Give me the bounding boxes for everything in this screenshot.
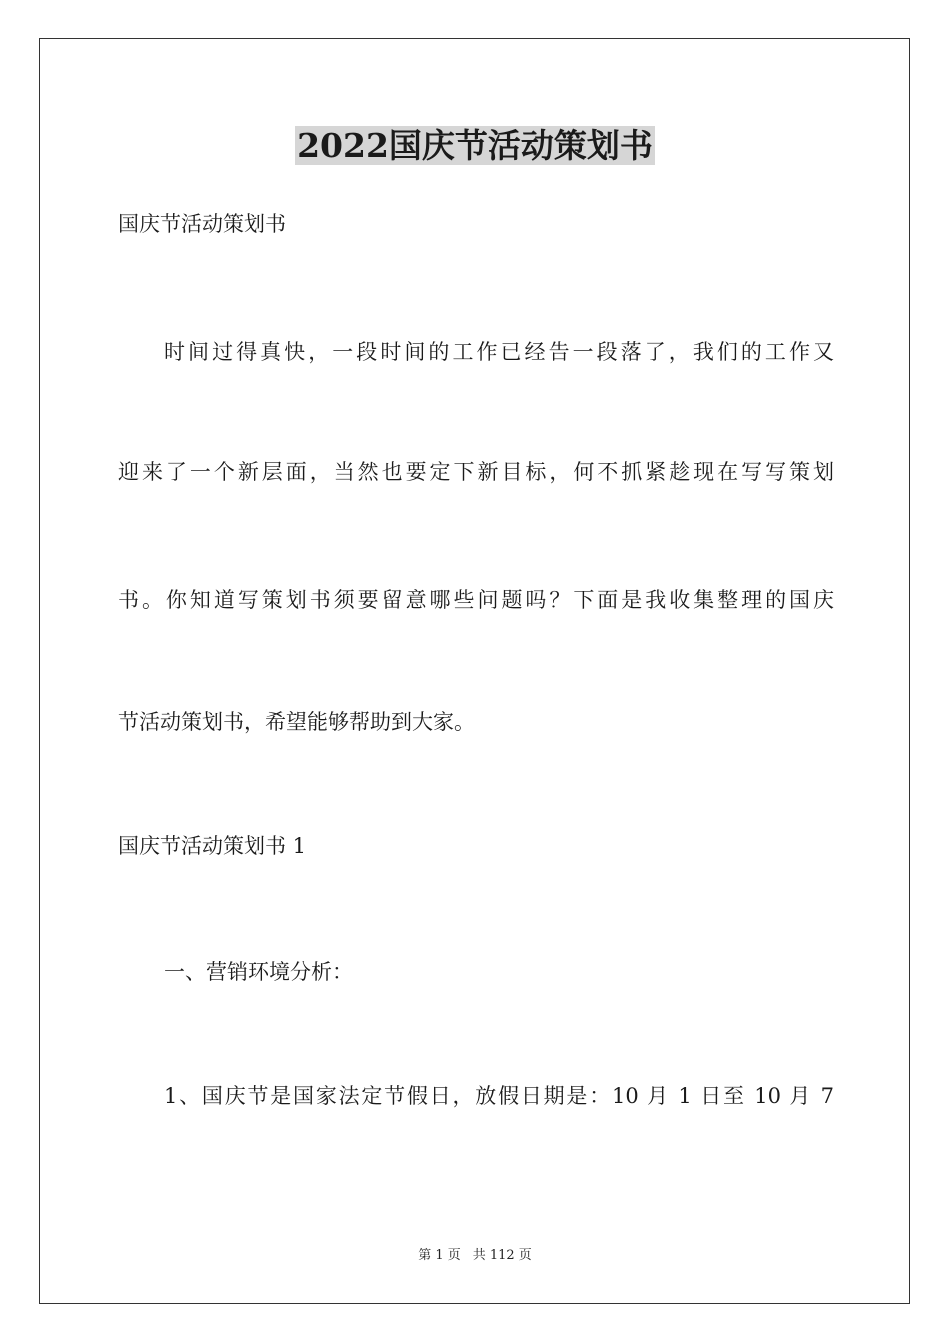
page-footer [0, 1247, 950, 1265]
page-total: 共 112 页 [472, 1248, 532, 1263]
paragraph-line-1: 时间过得真快，一段时间的工作已经告一段落了，我们的工作又 [164, 340, 834, 364]
page-number: 第 1 页 [418, 1248, 461, 1263]
document-title [0, 126, 950, 166]
paragraph-line-4: 节活动策划书，希望能够帮助到大家。 [118, 710, 475, 734]
paragraph-line-3: 书。你知道写策划书须要留意哪些问题吗？下面是我收集整理的国庆 [118, 588, 834, 612]
document-title-text: 2022国庆节活动策划书 [297, 126, 653, 165]
section-heading: 国庆节活动策划书 1 [118, 834, 307, 858]
subsection-heading: 一、营销环境分析： [164, 960, 353, 984]
paragraph-line-2: 迎来了一个新层面，当然也要定下新目标，何不抓紧趁现在写写策划 [118, 460, 834, 484]
subtitle-line: 国庆节活动策划书 [118, 212, 286, 236]
list-item-line: 1、国庆节是国家法定节假日，放假日期是：10 月 1 日至 10 月 7 [164, 1084, 834, 1108]
